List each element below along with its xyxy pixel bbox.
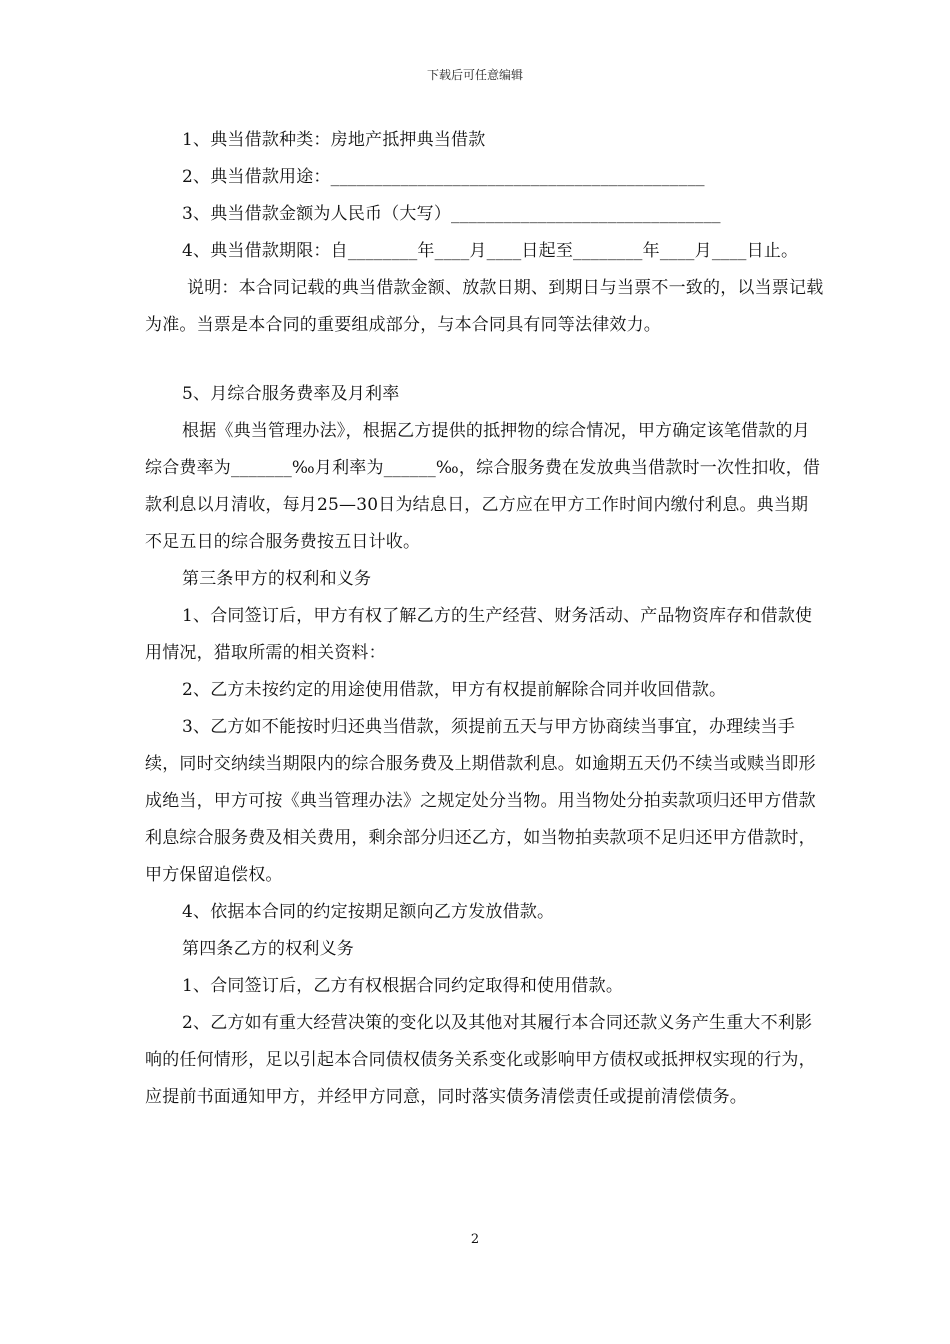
article-four-heading: 第四条乙方的权利义务 <box>182 939 354 959</box>
paragraph-spacer <box>145 344 825 376</box>
clause-explanation: 说明：本合同记载的典当借款金额、放款日期、到期日与当票不一致的，以当票记载为准。当票是本合同的重要组成部分，与本合同具有同等法律效力。 <box>145 278 824 335</box>
article-three-item-1: 1、合同签订后，甲方有权了解乙方的生产经营、财务活动、产品物资库存和借款使用情况，猎取所需的相关资料： <box>145 606 813 663</box>
clause-fee-rate-body: 根据《典当管理办法》，根据乙方提供的抵押物的综合情况，甲方确定该笔借款的月综合费率为_______‰月利率为______‰，综合服务费在发放典当借款时一次性扣收，借款利息以月清收，每月25—30日为结息日，乙方应在甲方工作时间内缴付利息。典当期不足五日的综合服务费按五日计收。 <box>145 421 821 552</box>
article-three-item-2: 2、乙方未按约定的用途使用借款，甲方有权提前解除合同并收回借款。 <box>182 680 727 700</box>
clause-loan-amount: 3、典当借款金额为人民币（大写）_______________________________ <box>182 204 721 224</box>
clause-loan-term: 4、典当借款期限：自________年____月____日起至________年____月____日止。 <box>182 241 799 261</box>
article-three-heading: 第三条甲方的权利和义务 <box>182 569 372 589</box>
article-four-item-1: 1、合同签订后，乙方有权根据合同约定取得和使用借款。 <box>182 976 624 996</box>
document-body <box>145 122 825 1116</box>
page-number: 2 <box>470 1232 480 1247</box>
article-three-item-4: 4、依据本合同的约定按期足额向乙方发放借款。 <box>182 902 555 922</box>
clause-fee-rate-heading: 5、月综合服务费率及月利率 <box>182 384 400 404</box>
article-three-item-3: 3、乙方如不能按时归还典当借款，须提前五天与甲方协商续当事宜，办理续当手续，同时交纳续当期限内的综合服务费及上期借款利息。如逾期五天仍不续当或赎当即形成绝当，甲方可按《典当管理办法》之规定处分当物。用当物处分拍卖款项归还甲方借款利息综合服务费及相关费用，剩余部分归还乙方，如当物拍卖款项不足归还甲方借款时，甲方保留追偿权。 <box>145 717 816 885</box>
page-header-note: 下载后可任意编辑 <box>426 68 523 82</box>
clause-loan-purpose: 2、典当借款用途：___________________________________________ <box>182 167 705 187</box>
clause-loan-type: 1、典当借款种类：房地产抵押典当借款 <box>182 130 486 150</box>
article-four-item-2: 2、乙方如有重大经营决策的变化以及其他对其履行本合同还款义务产生重大不利影响的任何情形，足以引起本合同债权债务关系变化或影响甲方债权或抵押权实现的行为，应提前书面通知甲方，并经甲方同意，同时落实债务清偿责任或提前清偿债务。 <box>145 1013 816 1107</box>
